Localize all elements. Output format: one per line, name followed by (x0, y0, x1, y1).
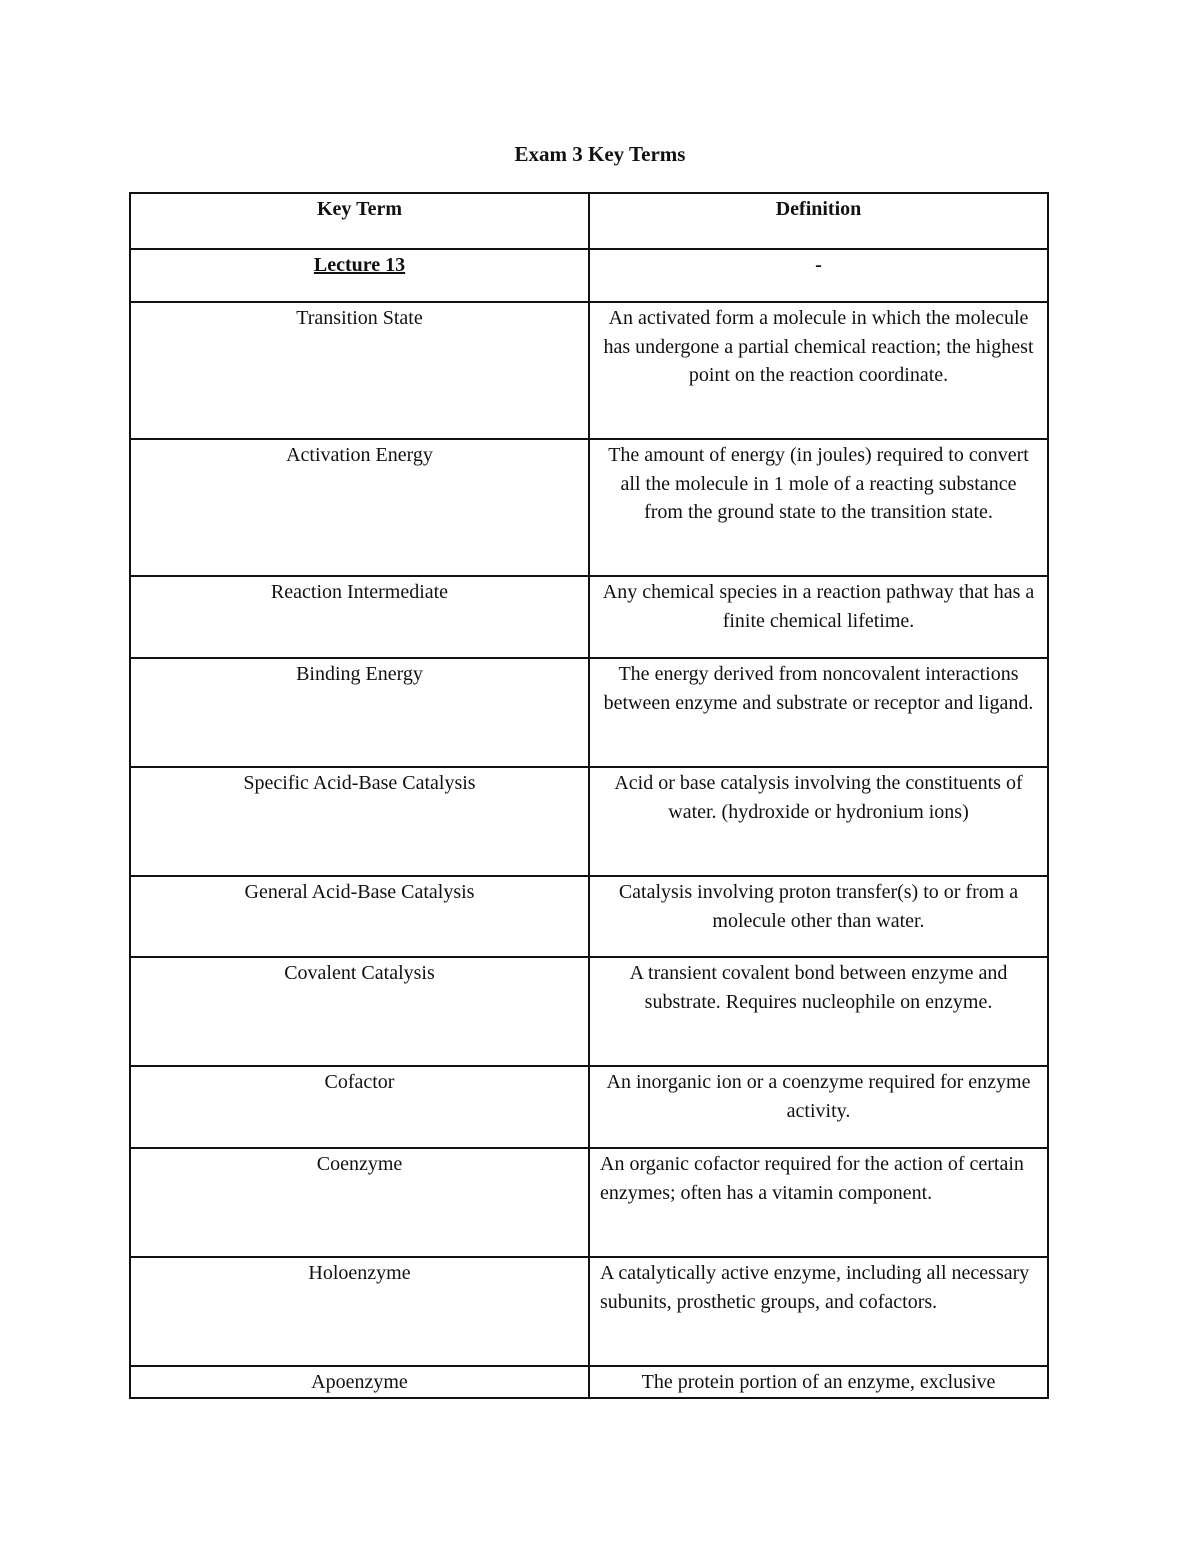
definition-cell: Catalysis involving proton transfer(s) to or from a molecule other than water. (589, 876, 1048, 957)
table-row (130, 302, 1048, 439)
definition-cell: An activated form a molecule in which the molecule has undergone a partial chemical reaction; the highest point on the reaction coordinate. (589, 302, 1048, 439)
definition-cell: Any chemical species in a reaction pathway that has a finite chemical lifetime. (589, 576, 1048, 658)
term-cell: Activation Energy (130, 439, 589, 576)
table-row (130, 439, 1048, 576)
table-row (130, 767, 1048, 876)
column-header-key-term: Key Term (130, 193, 589, 249)
term-cell: Binding Energy (130, 658, 589, 767)
definition-cell: An organic cofactor required for the action of certain enzymes; often has a vitamin component. (589, 1148, 1048, 1257)
term-cell: General Acid-Base Catalysis (130, 876, 589, 957)
table-row (130, 658, 1048, 767)
table-row (130, 1066, 1048, 1148)
term-cell: Specific Acid-Base Catalysis (130, 767, 589, 876)
definition-cell: A transient covalent bond between enzyme and substrate. Requires nucleophile on enzyme. (589, 957, 1048, 1066)
table-row (130, 876, 1048, 957)
term-cell: Holoenzyme (130, 1257, 589, 1366)
definition-cell: The energy derived from noncovalent interactions between enzyme and substrate or receptor and ligand. (589, 658, 1048, 767)
table-row (130, 1366, 1048, 1398)
definition-cell: An inorganic ion or a coenzyme required for enzyme activity. (589, 1066, 1048, 1148)
term-cell: Apoenzyme (130, 1366, 589, 1398)
table-row (130, 1257, 1048, 1366)
term-cell: Covalent Catalysis (130, 957, 589, 1066)
definition-cell: A catalytically active enzyme, including all necessary subunits, prosthetic groups, and cofactors. (589, 1257, 1048, 1366)
definition-cell: The protein portion of an enzyme, exclusive (589, 1366, 1048, 1398)
table-row (130, 957, 1048, 1066)
table-header-row (130, 193, 1048, 249)
definition-cell: Acid or base catalysis involving the constituents of water. (hydroxide or hydronium ions) (589, 767, 1048, 876)
term-cell: Coenzyme (130, 1148, 589, 1257)
column-header-definition: Definition (589, 193, 1048, 249)
term-cell: Cofactor (130, 1066, 589, 1148)
section-label: Lecture 13 (130, 249, 589, 302)
section-row-lecture-13 (130, 249, 1048, 302)
term-cell: Reaction Intermediate (130, 576, 589, 658)
table-row (130, 1148, 1048, 1257)
page-title: Exam 3 Key Terms (514, 142, 686, 166)
term-cell: Transition State (130, 302, 589, 439)
key-terms-table (129, 192, 1049, 1399)
section-definition: - (589, 249, 1048, 302)
table-row (130, 576, 1048, 658)
definition-cell: The amount of energy (in joules) required to convert all the molecule in 1 mole of a reacting substance from the ground state to the transition state. (589, 439, 1048, 576)
